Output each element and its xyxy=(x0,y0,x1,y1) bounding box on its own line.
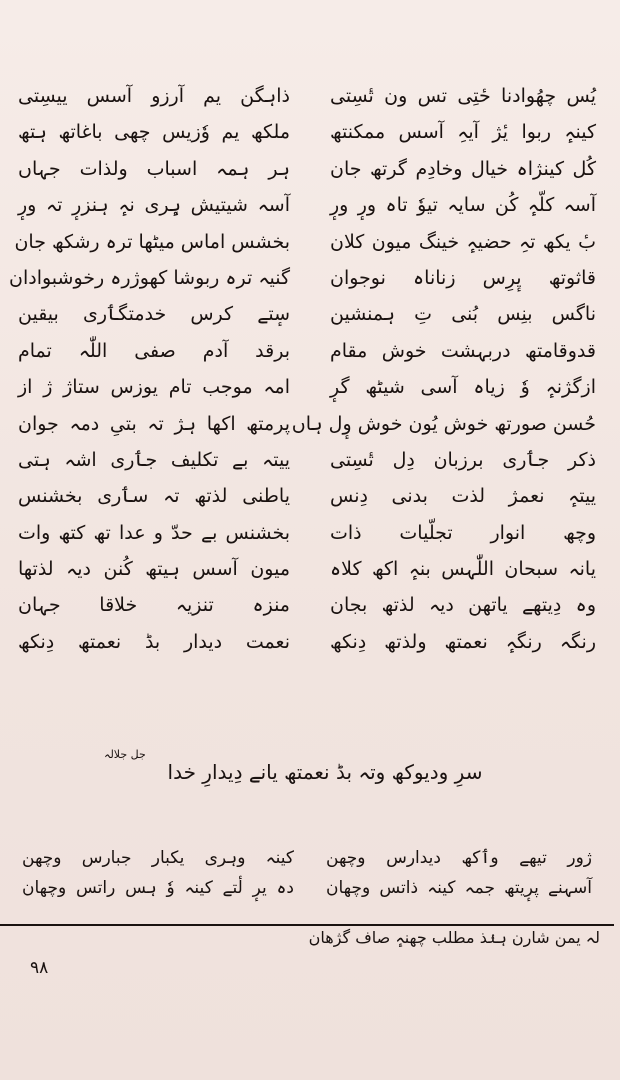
verse-line: ملکھ یم وٗزیس چھی باغاتھ ہتھ xyxy=(18,121,290,144)
footnote-divider xyxy=(0,924,614,926)
verse-line: برقد آدم صفی اللّٰہ تمام xyxy=(18,339,290,362)
verse-line: کُل کینژاہ خیال وخادِم گرتھ جان xyxy=(330,157,596,180)
verse-line: امہ موجب تام یوزس ستاژ ژ از xyxy=(18,376,290,399)
verse-line: ذاہگن یم آرزو آسس ییسِتی xyxy=(18,85,290,107)
verse-line: یانہ سبحان اللّٰہس بنہٕ اکھ کلاہ xyxy=(330,558,596,581)
verse-line: وچھ انوار تجلّیات ذات xyxy=(330,521,596,544)
footnote: لہ یمن شارن ہنٛذ مطلب چھنہٕ صاف گژھان xyxy=(308,928,600,947)
verse-line: ناگس بنِس بُنی تِ ہمنشین xyxy=(330,303,596,326)
verse-line: بٔ یکھ تہِ حضیہٕ خینگ میون کلان xyxy=(330,230,596,253)
verse-line: وہ دِیتھے یاتھن دیہ لذتھ بجان xyxy=(330,594,596,617)
verse-line: آسہ شیتیش ہٕری نہٕ ہنزرٕ تہ ورٕ xyxy=(18,194,290,217)
verse-line: ذکر جٲری برزبان دِل تٔسِتی xyxy=(330,448,596,471)
verse-column-left xyxy=(9,78,290,738)
verse-line: بخشنس بے حدّ و عدا تھ کتھ وات xyxy=(18,521,290,544)
verse-line: کینہٕ ربوا یٔژ آیہِ آسس ممکنتھ xyxy=(330,121,596,144)
verse-line: بخشس اماس میٹھا ترہ رشکھ جان xyxy=(14,230,290,253)
closing-stanza xyxy=(22,843,598,921)
verse-line: میون آسس ہیتھ کُنن دیہ لذتھا xyxy=(18,558,290,581)
stanza-column-right xyxy=(326,843,598,921)
verse-columns xyxy=(9,78,602,738)
verse-line: گنیہ ترہ ربوشا کھوژرہ رخوشبوادان xyxy=(9,266,290,289)
stanza-column-left xyxy=(22,843,294,921)
verse-line: نعمت دیدار بڈ نعمتھ دِنکھ xyxy=(18,630,290,653)
verse-line: آسہ کلّہٕ کُن سایہ تیوٗ تاہ ورٕ ورٕ xyxy=(330,194,596,217)
stanza-line: دہ یرٕ لٔتے کینہ وٗ ہس راتس وچھان xyxy=(22,878,294,898)
verse-line: ازگژنہٕ وٗ زیاہ آسی شیٹھ گرٕ xyxy=(330,376,596,399)
verse-line: قاثوتھ یٕرِس زناناہ نوجوان xyxy=(330,266,596,289)
verse-line: ییتہ بے تکلیف جٲری اشہ ہتی xyxy=(18,448,290,471)
verse-line: حُسن صورتھ خوش یُون خوش وٕل ہاں xyxy=(291,412,596,435)
verse-line: ہر ہمہ اسباب ولذات جہاں xyxy=(18,157,290,180)
verse-line: ییتہٕ نعمژ لذت بدنی دِنس xyxy=(330,485,596,508)
section-heading: سرِ ودیوکھ وتہ بڈ نعمتھ یانے دِیدارِ خدا xyxy=(167,760,483,784)
verse-line: یاطنی لذتھ تہ سٲری بخشنس xyxy=(18,485,290,508)
stanza-line: ژور تیھے وٲکھ دیدارس وچھن xyxy=(326,848,592,868)
verse-line: قدوقامتھ دربہشت خوش مقام xyxy=(330,339,596,362)
verse-line: منزہ تنزیہ خلاقا جہان xyxy=(18,594,290,617)
heading-note: جل جلالہ xyxy=(104,748,146,761)
verse-line: یُس چھُوادنا حٔتِی تس ون تٔسِتی xyxy=(330,85,596,107)
stanza-line: آسہنے پرٕیتھ جمہ کینہ ذاتس وچھان xyxy=(326,878,592,898)
verse-column-right xyxy=(291,78,602,738)
stanza-line: کینہ وہری یکبار جبارس وچھن xyxy=(22,848,294,868)
verse-line: پرمتھ اکھا ہژ تہ بتیِ دمہ جوان xyxy=(18,412,290,435)
page-number: ۹۸ xyxy=(30,958,49,978)
verse-line: رنگہ رنگہٕ نعمتھ ولذتھ دِنکھ xyxy=(330,630,596,653)
verse-line: سٕتے کرس خدمتگٲری بیقین xyxy=(18,303,290,326)
